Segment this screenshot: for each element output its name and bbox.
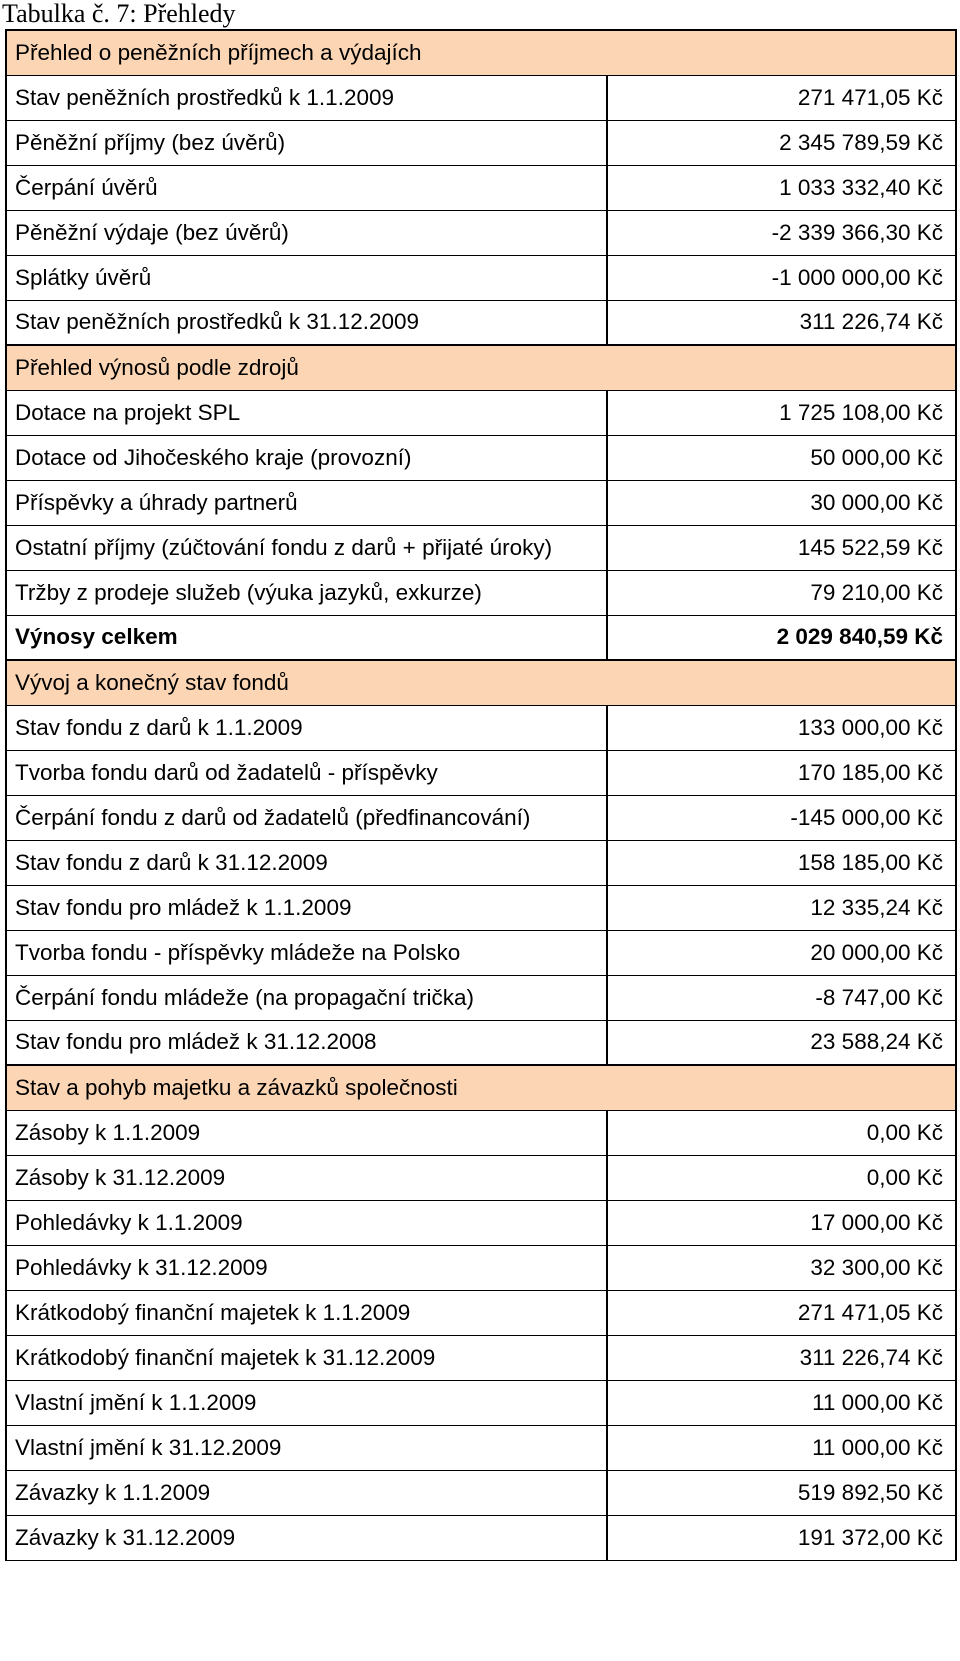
row-label: Pohledávky k 1.1.2009 (6, 1200, 607, 1245)
row-value: 23 588,24 Kč (607, 1020, 956, 1065)
row-value: -2 339 366,30 Kč (607, 210, 956, 255)
row-label: Vlastní jmění k 31.12.2009 (6, 1425, 607, 1470)
row-value: 32 300,00 Kč (607, 1245, 956, 1290)
row-value: 145 522,59 Kč (607, 525, 956, 570)
table-row (6, 1245, 956, 1290)
table-row (6, 840, 956, 885)
row-value: 79 210,00 Kč (607, 570, 956, 615)
row-label: Čerpání fondu z darů od žadatelů (předfinancování) (6, 795, 607, 840)
row-label: Tvorba fondu darů od žadatelů - příspěvky (6, 750, 607, 795)
row-value: 158 185,00 Kč (607, 840, 956, 885)
table-row (6, 885, 956, 930)
row-value: 191 372,00 Kč (607, 1515, 956, 1560)
row-value: -8 747,00 Kč (607, 975, 956, 1020)
row-value: 133 000,00 Kč (607, 705, 956, 750)
row-label: Stav peněžních prostředků k 1.1.2009 (6, 75, 607, 120)
row-label: Tvorba fondu - příspěvky mládeže na Polsko (6, 930, 607, 975)
row-label: Dotace na projekt SPL (6, 390, 607, 435)
overview-table (5, 29, 957, 1561)
row-value: 30 000,00 Kč (607, 480, 956, 525)
section-header (6, 345, 956, 390)
table-caption: Tabulka č. 7: Přehledy (2, 0, 236, 28)
table-row (6, 1020, 956, 1065)
table-row (6, 1425, 956, 1470)
table-row (6, 300, 956, 345)
table-row (6, 750, 956, 795)
row-value: 20 000,00 Kč (607, 930, 956, 975)
row-value: 11 000,00 Kč (607, 1380, 956, 1425)
row-label: Pěněžní výdaje (bez úvěrů) (6, 210, 607, 255)
section-header (6, 1065, 956, 1110)
row-value: 11 000,00 Kč (607, 1425, 956, 1470)
table-row (6, 1110, 956, 1155)
row-value: -1 000 000,00 Kč (607, 255, 956, 300)
row-label: Dotace od Jihočeského kraje (provozní) (6, 435, 607, 480)
table-row (6, 705, 956, 750)
row-value: -145 000,00 Kč (607, 795, 956, 840)
row-label: Závazky k 31.12.2009 (6, 1515, 607, 1560)
table-row (6, 1200, 956, 1245)
row-label: Ostatní příjmy (zúčtování fondu z darů + přijaté úroky) (6, 525, 607, 570)
row-label: Stav peněžních prostředků k 31.12.2009 (6, 300, 607, 345)
row-label: Pohledávky k 31.12.2009 (6, 1245, 607, 1290)
table-row (6, 120, 956, 165)
row-value: 50 000,00 Kč (607, 435, 956, 480)
row-value: 1 725 108,00 Kč (607, 390, 956, 435)
table-row (6, 975, 956, 1020)
row-value: 0,00 Kč (607, 1155, 956, 1200)
section-title: Stav a pohyb majetku a závazků společnosti (6, 1065, 956, 1110)
row-label: Krátkodobý finanční majetek k 31.12.2009 (6, 1335, 607, 1380)
row-value: 0,00 Kč (607, 1110, 956, 1155)
table-row (6, 480, 956, 525)
table-row (6, 255, 956, 300)
row-label: Stav fondu pro mládež k 1.1.2009 (6, 885, 607, 930)
row-value: 271 471,05 Kč (607, 1290, 956, 1335)
table-row (6, 1335, 956, 1380)
row-label: Vlastní jmění k 1.1.2009 (6, 1380, 607, 1425)
table-row (6, 1155, 956, 1200)
table-row (6, 75, 956, 120)
section-title: Přehled výnosů podle zdrojů (6, 345, 956, 390)
row-label: Stav fondu pro mládež k 31.12.2008 (6, 1020, 607, 1065)
table-row (6, 525, 956, 570)
row-label: Zásoby k 31.12.2009 (6, 1155, 607, 1200)
row-value: 311 226,74 Kč (607, 1335, 956, 1380)
row-label: Pěněžní příjmy (bez úvěrů) (6, 120, 607, 165)
table-row (6, 1290, 956, 1335)
row-label: Závazky k 1.1.2009 (6, 1470, 607, 1515)
table-row (6, 435, 956, 480)
row-value: 1 033 332,40 Kč (607, 165, 956, 210)
row-label: Příspěvky a úhrady partnerů (6, 480, 607, 525)
table-row (6, 1470, 956, 1515)
section-title: Vývoj a konečný stav fondů (6, 660, 956, 705)
row-value: 12 335,24 Kč (607, 885, 956, 930)
table-row (6, 165, 956, 210)
row-value: 2 345 789,59 Kč (607, 120, 956, 165)
row-value: 311 226,74 Kč (607, 300, 956, 345)
row-label: Výnosy celkem (6, 615, 607, 660)
row-label: Zásoby k 1.1.2009 (6, 1110, 607, 1155)
table-row (6, 795, 956, 840)
row-value: 2 029 840,59 Kč (607, 615, 956, 660)
overview-table-body (6, 30, 956, 1560)
row-label: Čerpání fondu mládeže (na propagační trička) (6, 975, 607, 1020)
section-header (6, 660, 956, 705)
row-label: Čerpání úvěrů (6, 165, 607, 210)
row-value: 271 471,05 Kč (607, 75, 956, 120)
table-row (6, 390, 956, 435)
table-row (6, 1515, 956, 1560)
table-row (6, 570, 956, 615)
row-label: Krátkodobý finanční majetek k 1.1.2009 (6, 1290, 607, 1335)
row-label: Tržby z prodeje služeb (výuka jazyků, exkurze) (6, 570, 607, 615)
row-value: 519 892,50 Kč (607, 1470, 956, 1515)
row-value: 17 000,00 Kč (607, 1200, 956, 1245)
table-row (6, 930, 956, 975)
row-label: Splátky úvěrů (6, 255, 607, 300)
total-row (6, 615, 956, 660)
table-row (6, 210, 956, 255)
row-label: Stav fondu z darů k 1.1.2009 (6, 705, 607, 750)
table-row (6, 1380, 956, 1425)
row-value: 170 185,00 Kč (607, 750, 956, 795)
section-header (6, 30, 956, 75)
section-title: Přehled o peněžních příjmech a výdajích (6, 30, 956, 75)
row-label: Stav fondu z darů k 31.12.2009 (6, 840, 607, 885)
